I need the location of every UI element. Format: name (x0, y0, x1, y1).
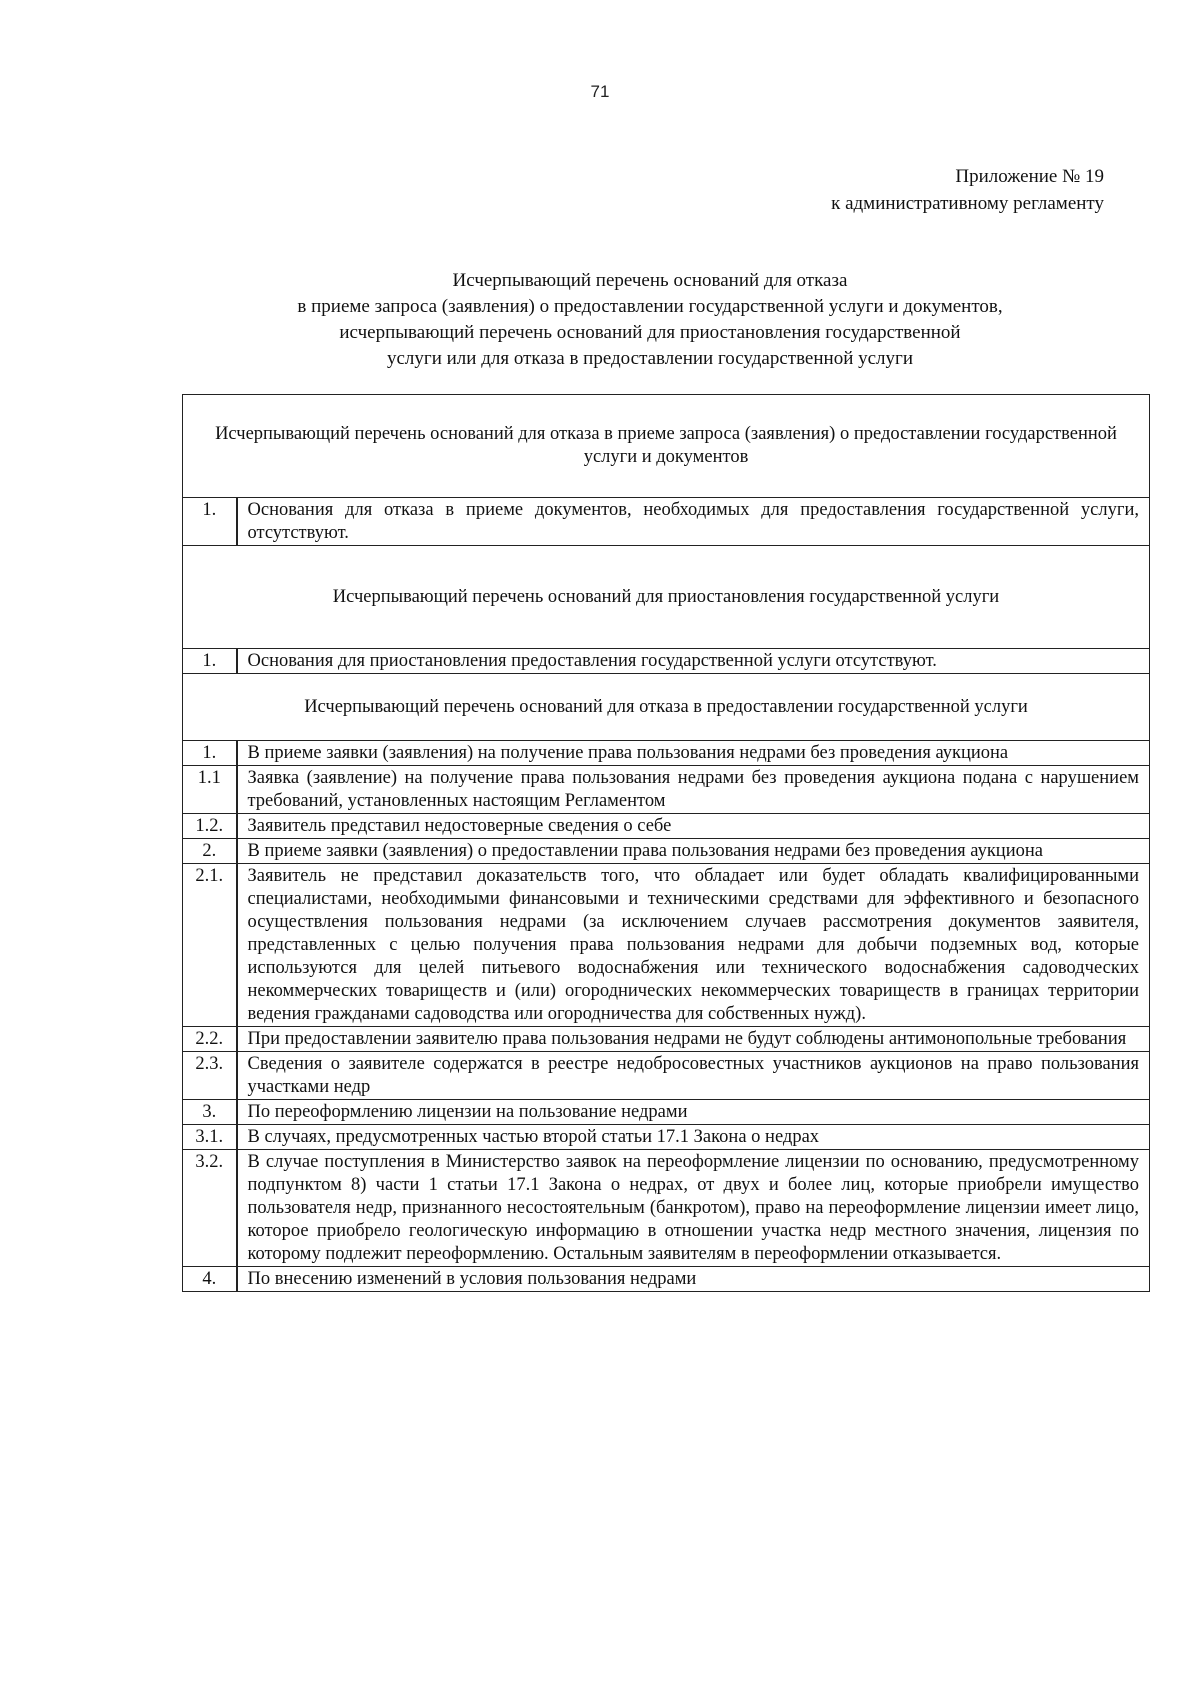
row-number: 3.2. (183, 1150, 237, 1267)
row-number: 1. (183, 649, 237, 674)
table-row (183, 1267, 1150, 1292)
title-line-2: в приеме запроса (заявления) о предоставлении государственной услуги и документов, (297, 296, 1003, 317)
row-number: 1.1 (183, 766, 237, 814)
appendix-line-2: к административному регламенту (831, 193, 1104, 214)
row-text: Заявитель не представил доказательств того, что обладает или будет обладать квалифицированными специалистами, необходимыми финансовыми и техническими средствами для эффективного и безопасного осуществления пользования недрами (за исключением случаев рассмотрения документов заявителя, представленных с целью получения права пользования недрами для добычи подземных вод, которые используются для целей питьевого водоснабжения или технического водоснабжения садоводческих некоммерческих товариществ и (или) огороднических некоммерческих товариществ в границах территории ведения гражданами садоводства или огородничества для собственных нужд). (237, 864, 1150, 1027)
section-heading-suspension-text: Исчерпывающий перечень оснований для приостановления государственной услуги (332, 586, 1000, 607)
row-number: 1.2. (183, 814, 237, 839)
row-text: При предоставлении заявителю права пользования недрами не будут соблюдены антимонопольные требования (237, 1027, 1150, 1052)
page-number: 71 (590, 82, 610, 101)
row-number: 1. (183, 498, 237, 546)
row-text: Основания для приостановления предоставления государственной услуги отсутствуют. (237, 649, 1150, 674)
table-row (183, 741, 1150, 766)
section-heading-row (183, 546, 1150, 649)
row-number: 2. (183, 839, 237, 864)
row-number: 2.3. (183, 1052, 237, 1100)
title-line-3: исчерпывающий перечень оснований для приостановления государственной (339, 322, 961, 343)
row-text: Основания для отказа в приеме документов, необходимых для предоставления государственной услуги, отсутствуют. (237, 498, 1150, 546)
row-number: 2.1. (183, 864, 237, 1027)
section-heading-row (183, 395, 1150, 498)
table-row (183, 864, 1150, 1027)
row-text: В случае поступления в Министерство заявок на переоформление лицензии по основанию, предусмотренному подпунктом 8) части 1 статьи 17.1 Закона о недрах, от двух и более лиц, которые приобрели имущество пользователя недр, признанного несостоятельным (банкротом), право на переоформление лицензии имеет лицо, которое приобрело геологическую информацию в отношении участка недр местного значения, лицензия по которому подлежит переоформлению. Остальным заявителям в переоформлении отказывается. (237, 1150, 1150, 1267)
row-text: Сведения о заявителе содержатся в реестре недобросовестных участников аукционов на право пользования участками недр (237, 1052, 1150, 1100)
row-text: В приеме заявки (заявления) на получение права пользования недрами без проведения аукциона (237, 741, 1150, 766)
title-line-1: Исчерпывающий перечень оснований для отказа (452, 270, 848, 291)
section-heading-refusal-acceptance: Исчерпывающий перечень оснований для отказа в приеме запроса (заявления) о предоставлении государственной услуги и документов (183, 395, 1150, 498)
table-row (183, 1150, 1150, 1267)
table-row (183, 766, 1150, 814)
row-number: 1. (183, 741, 237, 766)
document-title (200, 268, 1100, 372)
table-row (183, 1125, 1150, 1150)
row-text: Заявка (заявление) на получение права пользования недрами без проведения аукциона подана с нарушением требований, установленных настоящим Регламентом (237, 766, 1150, 814)
row-text: По переоформлению лицензии на пользование недрами (237, 1100, 1150, 1125)
table-row (183, 1027, 1150, 1052)
section-heading-row (183, 674, 1150, 741)
section-heading-suspension (183, 546, 1150, 649)
table-row (183, 814, 1150, 839)
table-row (183, 649, 1150, 674)
row-text: В приеме заявки (заявления) о предоставлении права пользования недрами без проведения аукциона (237, 839, 1150, 864)
table-row (183, 1100, 1150, 1125)
grounds-table (182, 394, 1150, 1292)
row-text: Заявитель представил недостоверные сведения о себе (237, 814, 1150, 839)
table-row (183, 839, 1150, 864)
table-row (183, 498, 1150, 546)
row-number: 3.1. (183, 1125, 237, 1150)
row-number: 3. (183, 1100, 237, 1125)
section-heading-refusal-service: Исчерпывающий перечень оснований для отказа в предоставлении государственной услуги (183, 674, 1150, 741)
table-row (183, 1052, 1150, 1100)
row-text: По внесению изменений в условия пользования недрами (237, 1267, 1150, 1292)
row-number: 4. (183, 1267, 237, 1292)
row-text: В случаях, предусмотренных частью второй статьи 17.1 Закона о недрах (237, 1125, 1150, 1150)
appendix-header (831, 163, 1104, 217)
title-line-4: услуги или для отказа в предоставлении государственной услуги (387, 348, 913, 369)
row-number: 2.2. (183, 1027, 237, 1052)
appendix-line-1: Приложение № 19 (955, 166, 1104, 187)
